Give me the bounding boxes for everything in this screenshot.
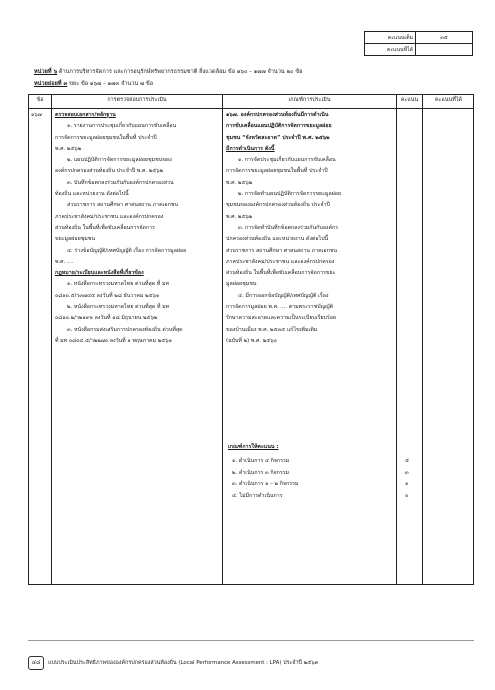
criteria-line: ภาคประชาสังคม/ประชาชน และองค์กรปกครอง: [226, 258, 335, 265]
criteria-line: ๓. การจัดทำบันทึกข้อตกลงร่วมกันกับองค์กร: [238, 224, 339, 231]
divider: [222, 94, 223, 585]
check-line: ที่ มท ๐๘๐๔.๕/ว๒๒๗๐ ลงวันที่ ๑ พฤษภาคม ๒๕๖๑: [55, 337, 172, 344]
divider: [422, 94, 423, 585]
divider: [396, 94, 397, 585]
check-column: [55, 110, 220, 347]
check-line: การจัดการขยะมูลฝอยชุมชนในพื้นที่ ประจำปี: [55, 134, 157, 141]
scoring-row-score: ๕: [405, 458, 410, 464]
check-line: ๒. หนังสือกระทรวงมหาดไทย ด่วนที่สุด ที่ มท: [67, 304, 170, 311]
header-criteria: เกณฑ์การประเมิน: [288, 97, 331, 103]
criteria-line: (ฉบับที่ ๒) พ.ศ. ๒๕๖๐: [226, 337, 277, 344]
criteria-line: ส่วนราชการ สถานศึกษา ศาสนสถาน ภาคเอกชน: [226, 247, 338, 254]
scoring-row-score: ๓: [405, 469, 409, 476]
footer-text: แบบประเมินประสิทธิภาพขององค์กรปกครองส่วนท้องถิ่น (Local Performance Assessment : LPA) ประจำปี ๒๕๖๓: [48, 660, 319, 666]
header-full-score: คะแนน: [400, 97, 419, 103]
obtained-score-value: [416, 44, 473, 56]
check-line: พ.ศ. ๒๕๖๒: [55, 145, 82, 152]
criteria-line: ของบ้านเมือง พ.ศ. ๒๕๓๕ แก้ไขเพิ่มเติม: [226, 326, 318, 333]
scoring-row-label: ๑. ดำเนินการ ๔ กิจกรรม: [232, 458, 290, 464]
criteria-line: รักษาความสะอาดและความเป็นระเบียบเรียบร้อย: [226, 315, 337, 322]
criteria-line: พ.ศ. ๒๕๖๒: [226, 179, 253, 186]
criteria-column: [226, 110, 394, 347]
criteria-line: มีการดำเนินการ ดังนี้: [226, 145, 275, 152]
obtained-score-label: คะแนนที่ได้: [365, 44, 416, 56]
criteria-line: ส่วนท้องถิ่น ในพื้นที่เพื่อขับเคลื่อนการจัดการขยะ: [226, 270, 336, 277]
criteria-line: ๔. มีการออกข้อบัญญัติ/เทศบัญญัติ เรื่อง: [238, 292, 329, 299]
divider: [28, 108, 474, 109]
criteria-line: พ.ศ. ๒๕๖๒: [226, 213, 253, 220]
check-line: ๓. บันทึกข้อตกลงร่วมกันกับองค์กรปกครองส่วน: [67, 179, 174, 186]
check-line: กฎหมาย/ระเบียบและหนังสือที่เกี่ยวข้อง: [55, 270, 144, 277]
unit-heading: [34, 68, 303, 76]
check-line: ๒. แผนปฏิบัติการจัดการขยะมูลฝอยชุมชนของ: [67, 157, 172, 164]
scoring-row-label: ๔. ไม่มีการดำเนินการ: [232, 492, 283, 499]
check-line: ๓. หนังสือกรมส่งเสริมการปกครองท้องถิ่น ด่วนที่สุด: [67, 326, 183, 333]
criteria-line: ๑. การจัดประชุมเกี่ยวกับแผนการขับเคลื่อน: [238, 157, 336, 164]
header-check: การตรวจสอบการประเมิน: [107, 97, 167, 103]
check-line: ส่วนท้องถิ่น ในพื้นที่เพื่อขับเคลื่อนการจัดการ: [55, 224, 155, 231]
full-score-value: ๓๕: [416, 32, 473, 44]
criteria-line: ปกครองส่วนท้องถิ่น และหน่วยงาน ดังต่อไปนี้: [226, 236, 329, 243]
check-line: พ.ศ. ....: [55, 258, 74, 265]
scoring-row-score: ๑: [405, 481, 409, 487]
check-line: ๑. หนังสือกระทรวงมหาดไทย ด่วนที่สุด ที่ มท: [67, 281, 170, 288]
check-line: ๑. รายงานการประชุมเกี่ยวกับแผนการขับเคลื่อน: [67, 123, 177, 130]
page-number: ๔๘: [28, 656, 44, 670]
check-line: ส่วนราชการ สถานศึกษา ศาสนสถาน ภาคเอกชน: [67, 202, 179, 209]
header-no: ข้อ: [36, 97, 44, 103]
score-box: [364, 31, 473, 56]
check-line: ขยะมูลฝอยชุมชน: [55, 236, 95, 243]
check-line: ๔. ร่างข้อบัญญัติ/เทศบัญญัติ เรื่อง การจัดการมูลฝอย: [67, 247, 187, 254]
footer-rule: [28, 640, 474, 641]
check-line: ท้องถิ่น และหน่วยงาน ดังต่อไปนี้: [55, 191, 129, 198]
criteria-line: การจัดการมูลฝอย พ.ศ. .... ตามพระราชบัญญัติ: [226, 304, 334, 311]
criteria-line: ชุมชนขององค์กรปกครองส่วนท้องถิ่น ประจำปี: [226, 202, 330, 209]
divider: [51, 94, 52, 585]
criteria-line: การขับเคลื่อนแผนปฏิบัติการจัดการขยะมูลฝอย: [226, 123, 332, 130]
scoring-title: เกณฑ์การให้คะแนน :: [228, 444, 279, 450]
criteria-line: มูลฝอยชุมชน: [226, 281, 257, 288]
criteria-line: ๑๖๗. องค์กรปกครองส่วนท้องถิ่นมีการดำเนิน: [226, 112, 329, 118]
full-score-label: คะแนนเต็ม: [365, 32, 416, 44]
check-line: ตรวจสอบเอกสาร/หลักฐาน: [55, 112, 116, 118]
check-line: ๐๘๑๐.๕/ว๓๗๔๕ ลงวันที่ ๒๘ ธันวาคม ๒๕๖๑: [55, 292, 160, 299]
criteria-line: การจัดการขยะมูลฝอยชุมชนในพื้นที่ ประจำปี: [226, 168, 328, 175]
subunit-heading: [34, 80, 153, 88]
subunit-text: ขยะ ข้อ ๑๖๗ – ๑๗๓ จำนวน ๗ ข้อ: [67, 81, 154, 87]
header-obtained-score: คะแนนที่ได้: [434, 97, 463, 103]
criteria-line: ชุมชน “จังหวัดสะอาด” ประจำปี พ.ศ. ๒๕๖๒: [226, 134, 330, 141]
check-line: องค์กรปกครองส่วนท้องถิ่น ประจำปี พ.ศ. ๒๕๖๒: [55, 168, 164, 175]
scoring-row-label: ๒. ดำเนินการ ๓ กิจกรรม: [232, 469, 290, 476]
check-line: ๐๘๑๐.๒/ว๒๑๙๑ ลงวันที่ ๑๘ มิถุนายน ๒๕๖๒: [55, 315, 158, 322]
subunit-prefix: หน่วยย่อยที่ ๓: [34, 81, 68, 87]
criteria-line: ๒. การจัดทำแผนปฏิบัติการจัดการขยะมูลฝอย: [238, 191, 342, 198]
item-number: ๑๖๗: [31, 112, 42, 118]
unit-prefix: หน่วยที่ ๖: [34, 69, 58, 75]
unit-text: ด้านการบริหารจัดการ และการอนุรักษ์ทรัพยากรธรรมชาติ สิ่งแวดล้อม ข้อ ๑๖๐ – ๑๗๗ จำนวน ๒๐ ข้อ: [57, 69, 303, 75]
scoring-row-score: ๐: [405, 492, 409, 499]
scoring-row-label: ๓. ดำเนินการ ๑ – ๒ กิจกรรม: [232, 481, 299, 487]
check-line: ภาคประชาสังคม/ประชาชน และองค์กรปกครอง: [55, 213, 164, 220]
